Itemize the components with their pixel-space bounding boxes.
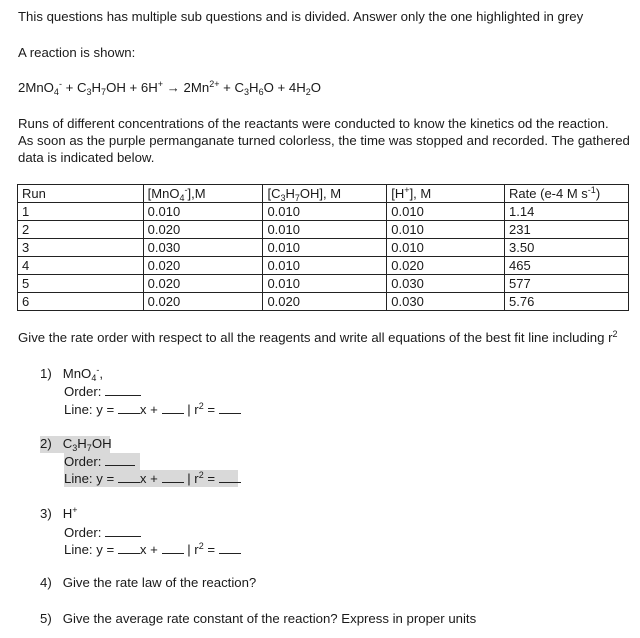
cell-h: 0.030 xyxy=(387,293,505,311)
q2-slope-blank[interactable] xyxy=(118,470,140,483)
kinetics-data-table xyxy=(17,184,629,311)
q2-r-label: | r xyxy=(187,471,199,486)
q3-slope-blank[interactable] xyxy=(118,541,140,554)
cell-c3h7oh: 0.010 xyxy=(263,239,387,257)
q1-intercept-blank[interactable] xyxy=(162,401,184,414)
cell-h: 0.030 xyxy=(387,275,505,293)
reaction-equation: $2MnO_4^- + C_3H_7OH + 6H^+ \to 2Mn^{2+} + C_3H_6O + 4H_2O$ xyxy=(18,79,322,97)
cell-run: 2 xyxy=(18,221,144,239)
header-c3h7oh: $[C_3H_7OH]$, M xyxy=(263,185,387,203)
question-5 xyxy=(40,611,476,627)
table-row xyxy=(18,221,629,239)
q2-eq: = xyxy=(207,471,216,486)
q1-r2-blank[interactable] xyxy=(219,401,241,414)
cell-mno4: 0.030 xyxy=(143,239,263,257)
header-h: [H+], M xyxy=(387,185,505,203)
q2-x-label: x + xyxy=(139,471,158,486)
cell-rate: 3.50 xyxy=(505,239,629,257)
cell-run: 6 xyxy=(18,293,144,311)
q3-intercept-blank[interactable] xyxy=(162,541,184,554)
table-row xyxy=(18,239,629,257)
question-1: 1) MnO$_4$-, xyxy=(40,365,103,383)
q1-order-label: Order: xyxy=(64,384,102,399)
q2-number: 2) xyxy=(40,436,52,451)
cell-mno4: 0.020 xyxy=(143,275,263,293)
paragraph-line-3: data is indicated below. xyxy=(18,150,155,165)
q1-r-sup: 2 xyxy=(198,401,204,411)
q1-number: 1) xyxy=(40,366,52,381)
q1-order-blank[interactable] xyxy=(105,383,141,396)
q1-order xyxy=(64,383,141,400)
question-4 xyxy=(40,575,256,591)
table-row xyxy=(18,203,629,221)
q1-slope-blank[interactable] xyxy=(118,401,140,414)
q3-line xyxy=(64,541,241,558)
cell-c3h7oh: 0.010 xyxy=(263,221,387,239)
q3-line-label: Line: y = xyxy=(64,542,115,557)
task-body: Give the rate order with respect to all the reagents and write all equations of the best fit line including r xyxy=(18,330,613,345)
q1-eq: = xyxy=(207,402,216,417)
paragraph-line-1: Runs of different concentrations of the reactants were conducted to know the kinetics od the reaction. xyxy=(18,116,609,131)
cell-rate: 5.76 xyxy=(505,293,629,311)
table-header-row xyxy=(18,185,629,203)
q2-order-label: Order: xyxy=(64,454,102,469)
task-text xyxy=(18,330,618,346)
question-2: 2) $C_3H_7OH$ xyxy=(40,436,112,453)
q1-line xyxy=(64,401,241,418)
cell-c3h7oh: 0.020 xyxy=(263,293,387,311)
header-run: Run xyxy=(18,185,144,203)
table-row xyxy=(18,293,629,311)
q3-order xyxy=(64,524,141,541)
q2-r2-blank[interactable] xyxy=(219,470,241,483)
reaction-intro: A reaction is shown: xyxy=(18,45,136,60)
cell-run: 5 xyxy=(18,275,144,293)
q3-number: 3) xyxy=(40,506,52,521)
cell-rate: 1.14 xyxy=(505,203,629,221)
table-row xyxy=(18,275,629,293)
q3-x-label: x + xyxy=(139,542,158,557)
q1-r-label: | r xyxy=(187,402,199,417)
cell-mno4: 0.020 xyxy=(143,293,263,311)
q2-intercept-blank[interactable] xyxy=(162,470,184,483)
header-rate: Rate (e-4 M $s^{-1}$) xyxy=(505,185,629,203)
table-row xyxy=(18,257,629,275)
q5-text: Give the average rate constant of the reaction? Express in proper units xyxy=(62,611,477,626)
cell-c3h7oh: 0.010 xyxy=(263,275,387,293)
q2-order-blank[interactable] xyxy=(105,453,135,466)
q3-order-blank[interactable] xyxy=(105,524,141,537)
cell-mno4: 0.020 xyxy=(143,221,263,239)
cell-run: 3 xyxy=(18,239,144,257)
cell-rate: 231 xyxy=(505,221,629,239)
cell-rate: 577 xyxy=(505,275,629,293)
cell-h: 0.010 xyxy=(387,239,505,257)
q5-number: 5) xyxy=(40,611,52,626)
arrow-icon: → xyxy=(166,80,180,95)
q4-text: Give the rate law of the reaction? xyxy=(62,575,257,590)
cell-h: 0.010 xyxy=(387,203,505,221)
cell-c3h7oh: 0.010 xyxy=(263,203,387,221)
q2-r-sup: 2 xyxy=(198,470,204,480)
paragraph-line-2: As soon as the purple permanganate turned colorless, the time was stopped and recorded. The gathered xyxy=(18,133,630,148)
task-sup: 2 xyxy=(612,329,618,339)
question-3: 3) H+ xyxy=(40,505,78,521)
instruction-text: This questions has multiple sub questions and is divided. Answer only the one highlighted in grey xyxy=(18,9,584,24)
q3-r-sup: 2 xyxy=(198,541,204,551)
cell-h: 0.010 xyxy=(387,221,505,239)
cell-rate: 465 xyxy=(505,257,629,275)
q1-x-label: x + xyxy=(139,402,158,417)
q3-eq: = xyxy=(207,542,216,557)
q4-number: 4) xyxy=(40,575,52,590)
q3-r-label: | r xyxy=(187,542,199,557)
cell-run: 1 xyxy=(18,203,144,221)
q2-line xyxy=(64,470,238,487)
cell-mno4: 0.010 xyxy=(143,203,263,221)
q3-order-label: Order: xyxy=(64,525,102,540)
q1-line-label: Line: y = xyxy=(64,402,115,417)
q2-order xyxy=(64,453,140,470)
q2-line-label: Line: y = xyxy=(64,471,115,486)
q3-r2-blank[interactable] xyxy=(219,541,241,554)
cell-h: 0.020 xyxy=(387,257,505,275)
header-mno4: [MnO$_4$-],M xyxy=(143,185,263,203)
cell-mno4: 0.020 xyxy=(143,257,263,275)
cell-run: 4 xyxy=(18,257,144,275)
cell-c3h7oh: 0.010 xyxy=(263,257,387,275)
